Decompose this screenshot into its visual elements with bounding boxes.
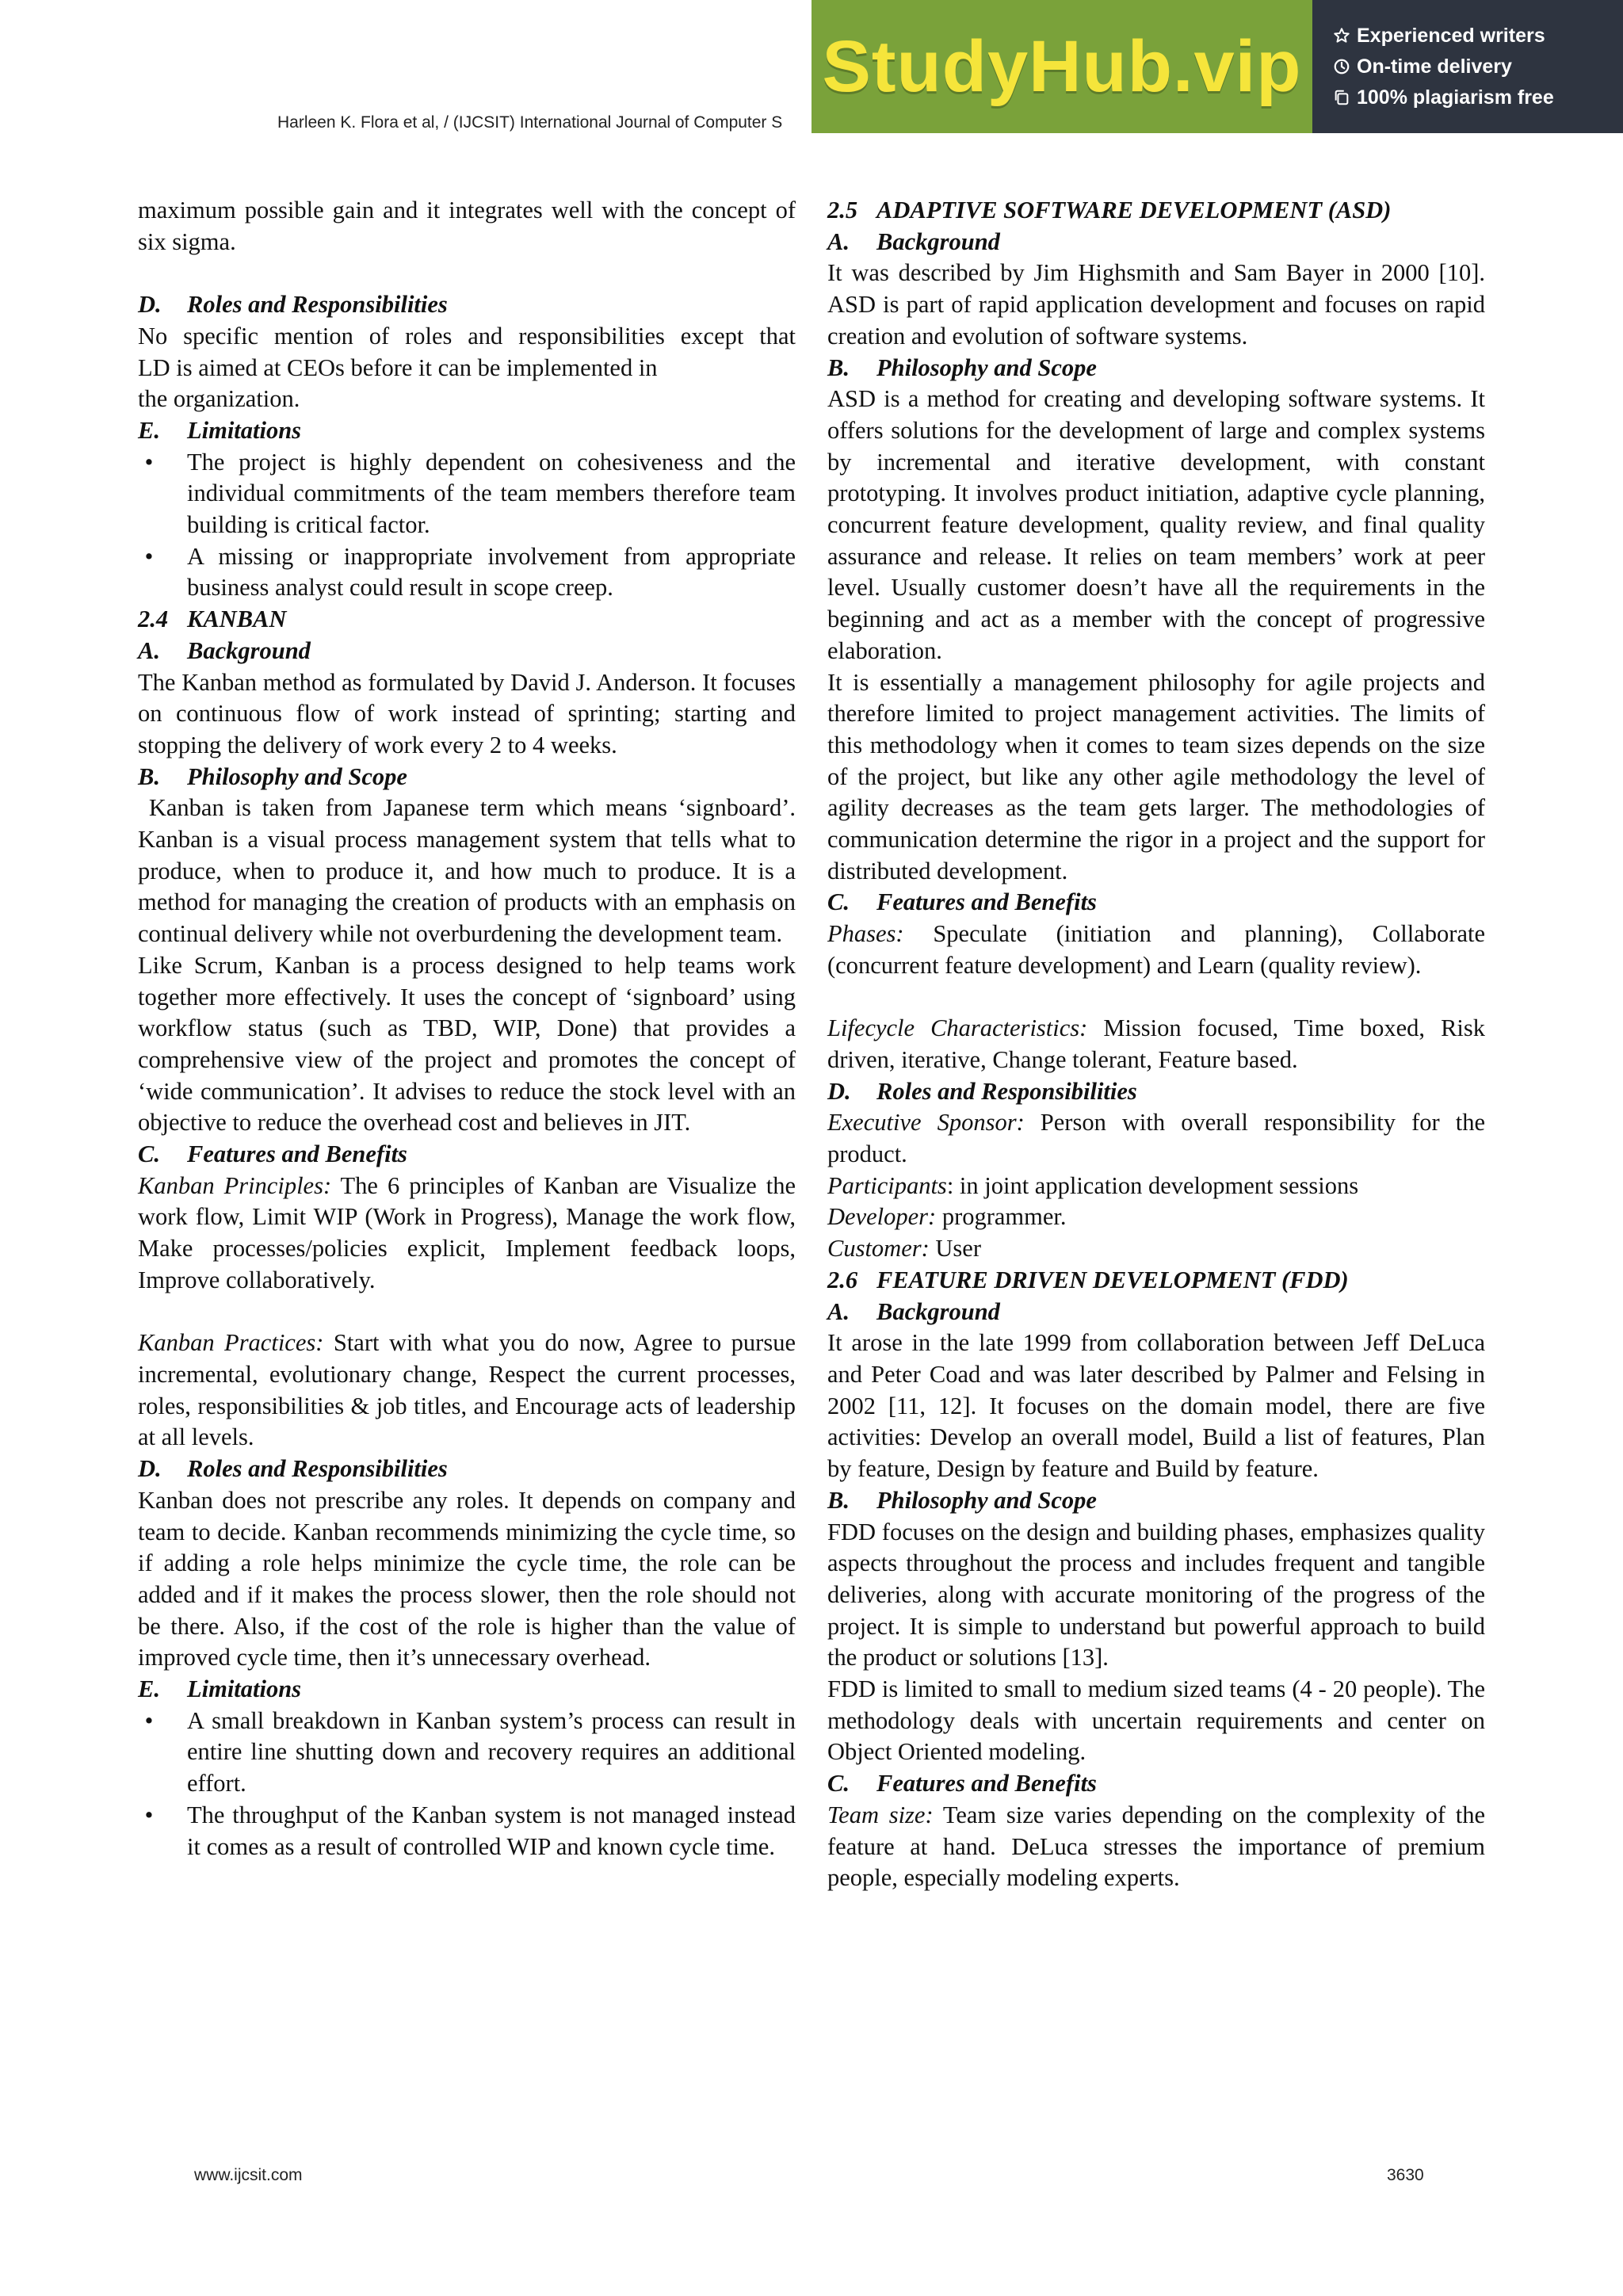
heading-title: Roles and Responsibilities — [187, 1455, 448, 1483]
section-number: 2.5 — [827, 197, 858, 223]
heading-label: C. — [827, 888, 850, 916]
section-heading — [138, 415, 796, 447]
term-text: Person with overall responsibility for the product. — [827, 1109, 1485, 1168]
star-icon — [1333, 27, 1350, 44]
section-heading — [827, 227, 1485, 258]
heading-label: E. — [138, 1675, 160, 1703]
bullet-icon: • — [144, 1706, 154, 1734]
heading-title: Background — [876, 1297, 1000, 1325]
bullet-text: A small breakdown in Kanban system’s process can result in entire line shutting down and recovery requires an additional effort. — [187, 1706, 796, 1797]
term-text: User — [929, 1235, 981, 1263]
section-heading — [138, 1454, 796, 1485]
heading-title: Limitations — [187, 416, 302, 444]
term-label: Team size: — [827, 1801, 934, 1828]
clock-icon — [1333, 58, 1350, 75]
section-heading — [827, 887, 1485, 919]
studyhub-logo[interactable]: StudyHub.vip — [822, 25, 1302, 107]
heading-label: C. — [827, 1770, 850, 1797]
body-paragraph — [138, 1171, 796, 1297]
section-name: FEATURE DRIVEN DEVELOPMENT (FDD) — [876, 1266, 1349, 1293]
section-title — [827, 1265, 1485, 1297]
term-label: Customer: — [827, 1235, 930, 1263]
heading-label: D. — [827, 1077, 851, 1105]
bullet-text: The throughput of the Kanban system is not managed instead it comes as a result of controlled WIP and known cycle time. — [187, 1801, 796, 1860]
left-column — [138, 195, 802, 1862]
spacer — [138, 1297, 796, 1328]
bullet-item — [138, 1706, 796, 1800]
heading-label: B. — [138, 762, 160, 790]
body-paragraph — [827, 1013, 1485, 1075]
footer-site: www.ijcsit.com — [194, 2166, 303, 2184]
term-text: Mission focused, Time boxed, Risk driven, iterative, Change tolerant, Feature based. — [827, 1014, 1486, 1073]
section-number: 2.6 — [827, 1266, 858, 1293]
copy-icon — [1333, 89, 1350, 106]
heading-title: Features and Benefits — [876, 1770, 1097, 1797]
section-heading — [138, 289, 796, 321]
bullet-text: A missing or inappropriate involvement from appropriate business analyst could result in scope creep. — [187, 542, 796, 602]
heading-label: D. — [138, 1455, 162, 1483]
section-heading — [827, 353, 1485, 384]
heading-title: Philosophy and Scope — [187, 762, 407, 790]
heading-title: Features and Benefits — [187, 1140, 407, 1168]
banner-feature-writers — [1333, 25, 1623, 48]
heading-title: Roles and Responsibilities — [876, 1077, 1137, 1105]
banner-feature-plagiarism — [1333, 86, 1623, 109]
term-label: Lifecycle Characteristics: — [827, 1014, 1088, 1042]
ad-banner[interactable] — [812, 0, 1623, 133]
body-paragraph — [827, 1233, 1485, 1265]
body-paragraph: It is essentially a management philosophy for agile projects and therefore limited to project management activities. The limits of this methodology when it comes to team sizes depends on the size of the project, but like any other agile methodology the level of agility decreases as the team gets larger. The methodologies of communication determine the rigor in a project and the support for distributed development. — [827, 668, 1485, 884]
body-paragraph: Kanban does not prescribe any roles. It depends on company and team to decide. Kanban recommends minimizing the cycle time, so if adding a role helps minimize the cycle time, the role can be added and if it makes the process slower, then the role should not be there. Also, if the cost of the role is higher than the value of improved cycle time, then it’s unnecessary overhead. — [138, 1486, 796, 1671]
section-heading — [827, 1297, 1485, 1328]
heading-label: A. — [138, 636, 160, 664]
term-text: The 6 principles of Kanban are Visualize the work flow, Limit WIP (Work in Progress), Manage the work flow, Make processes/policies explicit, Implement feedback loops, Improve collaboratively. — [138, 1171, 796, 1293]
bullet-icon: • — [144, 1801, 154, 1828]
section-heading — [827, 1485, 1485, 1517]
body-paragraph — [827, 1107, 1485, 1170]
bullet-item — [138, 541, 796, 604]
section-number: 2.4 — [138, 606, 169, 633]
body-paragraph — [827, 919, 1485, 981]
heading-title: Background — [876, 227, 1000, 255]
section-heading — [138, 1139, 796, 1171]
body-paragraph: Kanban is taken from Japanese term which means ‘signboard’. Kanban is a visual process management system that tells what to produce, when to produce it, and how much to produce. It is a method for managing the creation of products with an emphasis on continual delivery while not overburdening the development team. — [138, 794, 802, 948]
heading-title: Background — [187, 636, 311, 664]
body-paragraph: Like Scrum, Kanban is a process designed to help teams work together more effectively. It uses the concept of ‘signboard’ using workflow status (such as TBD, WIP, Done) that provides a comprehensive view of the project and promotes the concept of ‘wide communication’. It advises to reduce the stock level with an objective to reduce the overhead cost and believes in JIT. — [138, 951, 796, 1137]
heading-label: A. — [827, 227, 850, 255]
term-label: Participants — [827, 1171, 947, 1199]
term-label: Kanban Practices: — [138, 1329, 324, 1357]
term-text: Start with what you do now, Agree to pursue incremental, evolutionary change, Respect the current processes, roles, responsibilities & job titles, and Encourage acts of leadership at all levels. — [138, 1329, 796, 1451]
heading-title: Roles and Responsibilities — [187, 291, 448, 319]
term-label: Developer: — [827, 1203, 937, 1231]
spacer — [827, 982, 1485, 1014]
body-paragraph — [827, 1800, 1485, 1894]
term-label: Kanban Principles: — [138, 1171, 332, 1199]
term-label: Executive Sponsor: — [827, 1109, 1025, 1137]
heading-title: Limitations — [187, 1675, 302, 1703]
heading-title: Philosophy and Scope — [876, 353, 1097, 381]
term-text: Speculate (initiation and planning), Collaborate (concurrent feature development) and Learn (quality review). — [827, 920, 1485, 979]
section-title — [138, 604, 796, 636]
body-paragraph: FDD focuses on the design and building phases, emphasizes quality aspects throughout the process and includes frequent and tangible deliveries, along with accurate monitoring of the progress of the project. It is simple to understand but powerful approach to build the product or solutions [13]. — [827, 1518, 1485, 1671]
section-name: KANBAN — [187, 606, 287, 633]
bullet-list — [138, 447, 796, 605]
banner-feature-text: 100% plagiarism free — [1357, 86, 1554, 109]
banner-logo-area[interactable] — [812, 0, 1312, 133]
body-paragraph — [827, 1201, 1485, 1233]
body-line: No specific mention of roles and responsibilities except that — [138, 322, 796, 350]
banner-features — [1312, 0, 1623, 133]
heading-title: Features and Benefits — [876, 888, 1097, 916]
heading-title: Philosophy and Scope — [876, 1486, 1097, 1514]
banner-feature-delivery — [1333, 55, 1623, 78]
heading-label: C. — [138, 1140, 160, 1168]
bullet-list — [138, 1706, 796, 1863]
section-heading — [138, 636, 796, 667]
heading-label: B. — [827, 1486, 850, 1514]
bullet-text: The project is highly dependent on cohesiveness and the individual commitments of the team members therefore team building is critical factor. — [187, 448, 796, 539]
section-heading — [827, 1076, 1485, 1108]
intro-paragraph: maximum possible gain and it integrates well with the concept of six sigma. — [138, 197, 796, 255]
body-paragraph: ASD is a method for creating and developing software systems. It offers solutions for the development of large and complex systems by incremental and iterative development, with constant prototyping. It involves product initiation, adaptive cycle planning, concurrent feature development, quality review, and final quality assurance and release. It relies on team members’ work at peer level. Usually customer doesn’t have all the requirements in the beginning and act as a member with the concept of progressive elaboration. — [827, 385, 1485, 664]
heading-label: B. — [827, 353, 850, 381]
heading-label: E. — [138, 416, 160, 444]
body-paragraph: FDD is limited to small to medium sized teams (4 - 20 people). The methodology deals with uncertain requirements and center on Object Oriented modeling. — [827, 1675, 1485, 1766]
section-heading — [138, 1674, 796, 1706]
running-head: Harleen K. Flora et al, / (IJCSIT) International Journal of Computer S — [277, 113, 783, 132]
body-paragraph — [138, 1328, 796, 1454]
right-column — [827, 195, 1485, 1894]
body-line: LD is aimed at CEOs before it can be implemented in — [138, 353, 658, 381]
term-text: Team size varies depending on the complexity of the feature at hand. DeLuca stresses the importance of premium people, especially modeling experts. — [827, 1801, 1485, 1892]
banner-feature-text: Experienced writers — [1357, 24, 1545, 47]
body-paragraph — [827, 1171, 1485, 1202]
section-name: ADAPTIVE SOFTWARE DEVELOPMENT (ASD) — [876, 197, 1392, 223]
bullet-icon: • — [144, 542, 154, 570]
term-label: Phases: — [827, 920, 904, 948]
body-line: the organization. — [138, 385, 300, 413]
heading-label: A. — [827, 1297, 850, 1325]
section-heading — [138, 762, 796, 793]
bullet-icon: • — [144, 448, 154, 476]
bullet-item — [138, 1800, 796, 1862]
spacer — [138, 258, 796, 289]
body-paragraph: The Kanban method as formulated by David J. Anderson. It focuses on continuous flow of work instead of sprinting; starting and stopping the delivery of work every 2 to 4 weeks. — [138, 668, 796, 758]
body-paragraph: It arose in the late 1999 from collaboration between Jeff DeLuca and Peter Coad and was later described by Palmer and Felsing in 2002 [11, 12]. It focuses on the domain model, there are five activities: Develop an overall model, Build a list of features, Plan by feature, Design by feature and Build by feature. — [827, 1329, 1485, 1483]
heading-label: D. — [138, 291, 162, 319]
term-text: : in joint application development sessions — [946, 1171, 1359, 1199]
term-text: programmer. — [936, 1203, 1067, 1231]
banner-feature-text: On-time delivery — [1357, 55, 1512, 78]
section-title — [827, 195, 1485, 227]
body-paragraph: It was described by Jim Highsmith and Sam Bayer in 2000 [10]. ASD is part of rapid application development and focuses on rapid creation and evolution of software systems. — [827, 259, 1485, 350]
bullet-item — [138, 447, 796, 541]
section-heading — [827, 1768, 1485, 1800]
footer-page-number: 3630 — [1387, 2166, 1424, 2184]
